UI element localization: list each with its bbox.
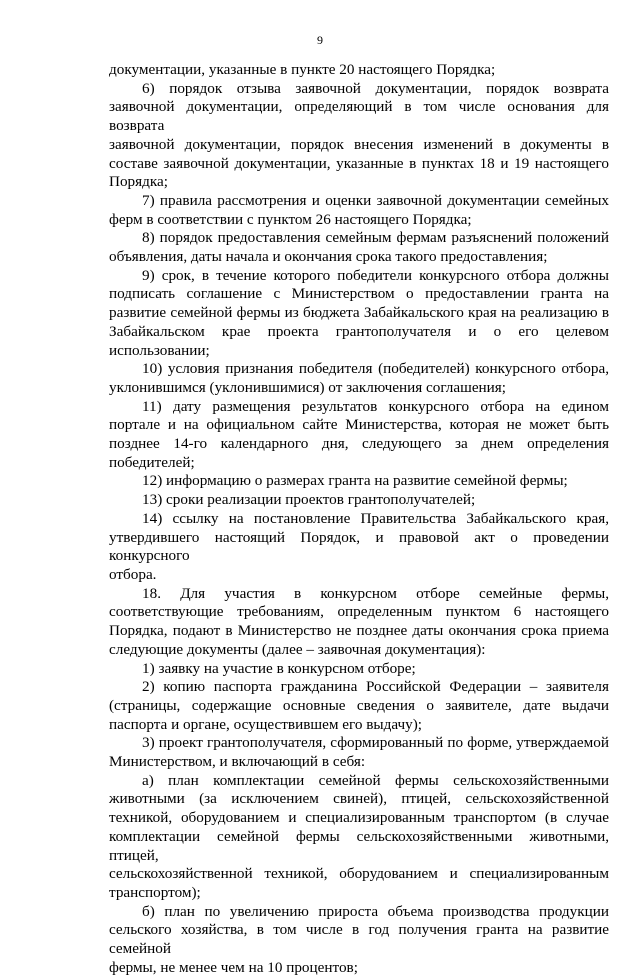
- paragraph-item-9: [109, 267, 609, 361]
- paragraph-doc-3: [109, 734, 609, 771]
- paragraph-item-13: [109, 491, 609, 510]
- page-number: 9: [317, 33, 323, 47]
- paragraph-item-12: [109, 472, 609, 491]
- text-line: (страницы, содержащие основные сведения о заявителе, дате выдачи: [109, 696, 609, 714]
- text-line: следующие документы (далее – заявочная документация):: [109, 640, 486, 658]
- paragraph-item-11: [109, 398, 609, 473]
- text-line: документации, указанные в пункте 20 настоящего Порядка;: [109, 61, 496, 78]
- text-line: 8) порядок предоставления семейным фермам разъяснений положений: [142, 229, 609, 247]
- text-line: 10) условия признания победителя (победителей) конкурсного отбора,: [142, 360, 609, 378]
- text-line: развитие семейной фермы из бюджета Забайкальского края на реализацию в: [109, 304, 609, 322]
- text-line: 9) срок, в течение которого победители конкурсного отбора должны: [142, 266, 609, 284]
- text-line: фермы, не менее чем на 10 процентов;: [109, 958, 358, 976]
- text-line: 6) порядок отзыва заявочной документации, порядок возврата: [142, 79, 609, 97]
- paragraph-doc-2: [109, 678, 609, 734]
- text-line: уклонившимся (уклонившимися) от заключения соглашения;: [109, 378, 507, 396]
- text-line: заявочной документации, порядок внесения изменений в документы в: [109, 135, 609, 153]
- text-line: объявления, даты начала и окончания срока такого предоставления;: [109, 248, 548, 266]
- text-line: заявочной документации, определяющий в том числе основания для возврата: [109, 98, 609, 135]
- text-line: животными (за исключением свиней), птицей, сельскохозяйственной: [109, 790, 609, 808]
- document-body: [109, 61, 609, 977]
- text-line: 12) информацию о размерах гранта на развитие семейной фермы;: [142, 472, 568, 490]
- text-line: Забайкальском крае проекта грантополучателя и о его целевом: [109, 322, 609, 340]
- text-line: Порядка, подают в Министерство не позднее даты окончания срока приема: [109, 622, 609, 640]
- paragraph-clause-18: [109, 585, 609, 660]
- text-line: 13) сроки реализации проектов грантополучателей;: [142, 491, 476, 509]
- text-line: комплектации семейной фермы сельскохозяйственными животными, птицей,: [109, 827, 609, 864]
- text-line: 18. Для участия в конкурсном отборе семейные фермы,: [142, 584, 609, 602]
- text-line: 11) дату размещения результатов конкурсного отбора на едином: [142, 397, 609, 415]
- paragraph-item-10: [109, 360, 609, 397]
- text-line: утвердившего настоящий Порядок, и правовой акт о проведении конкурсного: [109, 528, 609, 565]
- paragraph-doc-3b: [109, 903, 609, 977]
- paragraph-doc-1: [109, 660, 609, 679]
- paragraph-p-continuation: [109, 61, 609, 80]
- text-line: сельскохозяйственной техникой, оборудованием и специализированным: [109, 865, 609, 883]
- text-line: позднее 14-го календарного дня, следующего за днем определения: [109, 435, 609, 453]
- text-line: Министерством, и включающий в себя:: [109, 753, 366, 771]
- text-line: победителей;: [109, 453, 195, 471]
- text-line: ферм в соответствии с пунктом 26 настоящего Порядка;: [109, 210, 472, 228]
- text-line: портале и на официальном сайте Министерства, которая не может быть: [109, 416, 609, 434]
- text-line: подписать соглашение с Министерством о предоставлении гранта на: [109, 285, 609, 303]
- text-line: составе заявочной документации, указанные в пунктах 18 и 19 настоящего: [109, 154, 609, 172]
- text-line: а) план комплектации семейной фермы сельскохозяйственными: [142, 771, 609, 789]
- paragraph-doc-3a: [109, 772, 609, 903]
- text-line: 3) проект грантополучателя, сформированный по форме, утверждаемой: [142, 734, 609, 752]
- text-line: 7) правила рассмотрения и оценки заявочной документации семейных: [142, 191, 609, 209]
- text-line: 1) заявку на участие в конкурсном отборе;: [142, 659, 416, 677]
- text-line: сельского хозяйства, в том числе в год получения гранта на развитие семейной: [109, 921, 609, 958]
- text-line: техникой, оборудованием и специализированным транспортом (в случае: [109, 809, 609, 827]
- text-line: соответствующие требованиям, определенным пунктом 6 настоящего: [109, 603, 609, 621]
- paragraph-item-7: [109, 192, 609, 229]
- text-line: Порядка;: [109, 173, 168, 191]
- text-line: паспорта и органе, осуществившем его выдачу);: [109, 715, 422, 733]
- text-line: использовании;: [109, 341, 210, 359]
- text-line: 2) копию паспорта гражданина Российской Федерации – заявителя: [142, 678, 609, 696]
- text-line: б) план по увеличению прироста объема производства продукции: [142, 902, 609, 920]
- paragraph-item-8: [109, 229, 609, 266]
- paragraph-item-6: [109, 80, 609, 192]
- text-line: отбора.: [109, 565, 157, 583]
- text-line: 14) ссылку на постановление Правительства Забайкальского края,: [142, 509, 609, 527]
- text-line: транспортом);: [109, 883, 201, 901]
- paragraph-item-14: [109, 510, 609, 585]
